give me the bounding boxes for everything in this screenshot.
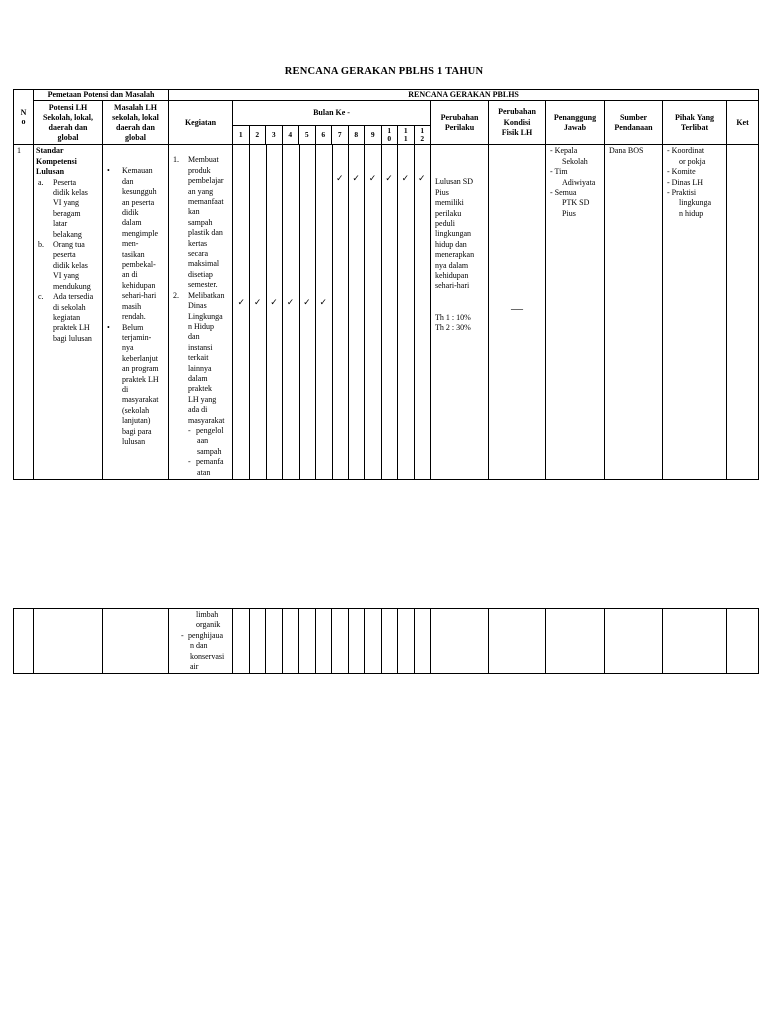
kegiatan-line: Dinas [188,301,207,311]
perilaku-target: Th 1 : 10% [435,312,471,322]
month-divider [397,145,398,479]
perilaku-line: menerapkan [435,250,475,260]
kegiatan-line: maksimal [188,259,220,269]
masalah-line: di [122,384,129,394]
kegiatan-line: kan [188,207,200,217]
masalah-cell [103,145,169,480]
cont-month-cell [299,609,316,674]
header-masalah: Masalah LH sekolah, lokal daerah dan global [103,101,169,145]
masalah-line: men- [122,239,139,249]
kegiatan-line: Lingkunga [188,311,223,321]
list-marker: 1. [173,155,180,165]
masalah-list-item [105,323,166,448]
pihak-cell [663,145,727,480]
kegiatan-line: sampah [188,217,213,227]
check-mark: ✓ [303,297,311,308]
kegiatan-sub-line: atan [197,467,211,477]
header-fisik: Perubahan Kondisi Fisik LH [489,101,546,145]
masalah-line: dalam [122,218,142,228]
masalah-line: kesungguh [122,187,157,197]
masalah-line: an program [122,364,159,374]
kegiatan-line: praktek [188,384,213,394]
dash-marker: - [181,630,184,640]
pihak-line: - Praktisi [667,188,697,198]
header-pemetaan: Pemetaan Potensi dan Masalah [34,90,169,101]
cont-month-cell [315,609,332,674]
fisik-cell [489,145,546,480]
potensi-line: kegiatan [53,312,81,322]
penanggung-line: - Semua [550,188,577,198]
potensi-title-line: Lulusan [36,167,65,177]
cont-kegiatan-sub-line: air [190,662,199,672]
kegiatan-line: disetiap [188,269,213,279]
masalah-line: masyarakat [122,395,159,405]
masalah-line: dan [122,176,134,186]
pihak-item [667,188,724,219]
header-penanggung: Penanggung Jawab [546,101,605,145]
bullet-marker: • [107,166,110,176]
penanggung-line: Adiwiyata [562,177,596,187]
kegiatan-line: terkait [188,353,209,363]
cont-masalah-cell [103,609,169,674]
potensi-line: praktek LH [53,323,90,333]
masalah-list-item [105,166,166,322]
potensi-line: Ada tersedia [53,292,94,302]
pihak-item [667,178,724,188]
potensi-line: Peserta [53,177,77,187]
list-marker: c. [38,292,44,302]
header-kegiatan: Kegiatan [169,101,233,145]
header-potensi: Potensi LH Sekolah, lokal, daerah dan global [34,101,103,145]
cont-month-cell [282,609,299,674]
kegiatan-line: dan [188,332,200,342]
masalah-line: pembekal- [122,260,156,270]
perilaku-cell [431,145,489,480]
perilaku-line: peduli [435,219,456,229]
row-number: 1 [14,145,34,480]
potensi-line: mendukung [53,281,91,291]
cont-kegiatan-sub-line: n dan [190,641,208,651]
masalah-line: tasikan [122,249,145,259]
month-header: 6 [315,126,332,145]
masalah-line: masih [122,301,142,311]
pihak-line: n hidup [679,208,704,218]
header-sumber: Sumber Pendanaan [605,101,663,145]
dash-marker: - [188,457,191,467]
perilaku-line: memiliki [435,198,464,208]
penanggung-item [550,146,602,167]
month-header: 1 1 [398,126,415,145]
header-no: N o [14,90,34,145]
month-divider [249,145,250,479]
penanggung-line: - Kepala [550,146,578,156]
masalah-line: terjamin- [122,332,152,342]
masalah-line: rendah. [122,312,146,322]
check-mark: ✓ [286,297,295,308]
check-mark: ✓ [270,297,278,308]
penanggung-line: Pius [562,208,576,218]
header-pihak: Pihak Yang Terlibat [663,101,727,145]
kegiatan-line: pembelajar [188,176,224,186]
pihak-line: - Koordinat [667,146,705,156]
kegiatan-line: kertas [188,238,208,248]
sumber-cell: Dana BOS [605,145,663,480]
dash-marker: - [188,425,191,435]
penanggung-item [550,188,602,219]
potensi-title-line: Standar [36,146,64,156]
month-header: 2 [249,126,266,145]
cont-month-cell [398,609,415,674]
potensi-cell [34,145,103,480]
check-mark: ✓ [319,297,328,308]
month-header: 9 [365,126,382,145]
cont-month-cell [381,609,398,674]
perilaku-line: nya dalam [435,260,469,270]
potensi-list-item [36,178,100,240]
month-header: 1 [233,126,250,145]
month-header: 5 [299,126,316,145]
kegiatan-line: Melibatkan [188,290,225,300]
month-divider [364,145,365,479]
cont-no-cell [14,609,34,674]
check-mark: ✓ [237,297,245,308]
kegiatan-line: instansi [188,342,213,352]
kegiatan-sub-line: aan [197,436,209,446]
plan-table [13,89,759,480]
cont-pihak-cell [663,609,727,674]
plan-table-continuation [13,608,759,674]
masalah-line: Kemauan [122,166,153,176]
cont-kegiatan-cell [169,609,233,674]
bullet-marker: • [107,322,110,332]
kegiatan-line: secara [188,249,208,259]
month-divider [348,145,349,479]
masalah-line: lulusan [122,436,146,446]
penanggung-line: PTK SD [562,198,590,208]
pihak-line: - Komite [667,167,696,177]
kegiatan-line: produk [188,165,211,175]
kegiatan-line: memanfaat [188,197,224,207]
penanggung-cell [546,145,605,480]
kegiatan-sub-line: sampah [197,446,222,456]
potensi-list-item [36,240,100,292]
masalah-line: an di [122,270,138,280]
cont-month-cell [233,609,250,674]
cont-kegiatan-line: organik [196,620,221,630]
potensi-line: didik kelas [53,260,88,270]
kegiatan-line: Membuat [188,155,219,165]
potensi-line: latar [53,219,68,229]
kegiatan-cell [169,145,233,480]
pihak-item [667,167,724,177]
potensi-line: VI yang [53,198,79,208]
cont-kegiatan-line: limbah [196,610,219,619]
perilaku-line: kehidupan [435,271,469,281]
month-header: 1 0 [381,126,398,145]
perilaku-line: perilaku [435,208,462,218]
month-header: 4 [282,126,299,145]
month-header: 8 [348,126,365,145]
kegiatan-line: lainnya [188,363,212,373]
kegiatan-line: ada di [188,405,208,415]
perilaku-line: hidup dan [435,239,467,249]
potensi-title-line: Kompetensi [36,156,77,166]
kegiatan-line: an yang [188,186,214,196]
penanggung-line: - Tim [550,167,568,177]
cont-month-cell [348,609,365,674]
masalah-line: mengimple [122,228,158,238]
masalah-line: an peserta [122,197,155,207]
month-divider [332,145,333,479]
month-divider [315,145,316,479]
cont-month-cell [249,609,266,674]
masalah-line: keberlanjut [122,353,158,363]
fisik-dash: — [511,301,524,316]
month-divider [282,145,283,479]
potensi-line: Orang tua [53,240,85,250]
potensi-line: belakang [53,229,82,239]
potensi-list-item [36,292,100,344]
masalah-line: didik [122,208,139,218]
kegiatan-line: dalam [188,373,208,383]
perilaku-line: lingkungan [435,229,472,239]
ket-cell [727,145,759,480]
month-header: 3 [266,126,283,145]
perilaku-target: Th 2 : 30% [435,323,471,333]
kegiatan-sub-item [171,426,230,457]
check-mark: ✓ [253,297,262,308]
document-title: RENCANA GERAKAN PBLHS 1 TAHUN [284,66,484,77]
penanggung-item [550,167,602,188]
kegiatan-line: masyarakat [188,415,225,425]
cont-month-cell [414,609,431,674]
month-divider [381,145,382,479]
month-schedule [233,145,431,480]
perilaku-line: sehari-hari [435,281,470,291]
potensi-line: beragam [53,208,81,218]
month-divider [414,145,415,479]
cont-month-cell [266,609,283,674]
cont-kegiatan-sub-line: penghijaua [188,630,224,640]
cont-month-cell [332,609,349,674]
kegiatan-line: plastik dan [188,228,223,238]
masalah-line: sehari-hari [122,291,157,301]
header-bulan: Bulan Ke - [233,101,431,126]
perilaku-line: Pius [435,187,449,197]
masalah-line: (sekolah [122,405,150,415]
cont-fisik-cell [489,609,546,674]
month-divider [299,145,300,479]
check-mark: ✓ [385,173,393,184]
kegiatan-line: LH yang [188,394,217,404]
header-rencana: RENCANA GERAKAN PBLHS [169,90,759,101]
cont-kegiatan-sub [171,631,230,673]
kegiatan-list-item [171,155,230,290]
perilaku-line: Lulusan SD [435,177,474,187]
potensi-line: didik kelas [53,188,88,198]
header-ket: Ket [727,101,759,145]
list-marker: 2. [173,290,180,300]
month-header: 7 [332,126,349,145]
cont-potensi-cell [34,609,103,674]
month-divider [266,145,267,479]
masalah-line: bagi para [122,426,152,436]
cont-month-cell [365,609,382,674]
pihak-line: lingkunga [679,198,712,208]
kegiatan-sub-item [171,457,230,478]
cont-penanggung-cell [546,609,605,674]
potensi-line: peserta [53,250,76,260]
potensi-line: di sekolah [53,302,86,312]
cont-perilaku-cell [431,609,489,674]
penanggung-line: Sekolah [562,156,588,166]
check-mark: ✓ [418,173,426,184]
check-mark: ✓ [335,173,344,184]
cont-sumber-cell [605,609,663,674]
masalah-line: nya [122,343,134,353]
cont-ket-cell [727,609,759,674]
list-marker: a. [38,177,44,187]
pihak-item [667,146,724,167]
kegiatan-sub-line: pemanfa [196,457,224,467]
month-header: 1 2 [414,126,431,145]
header-perilaku: Perubahan Perilaku [431,101,489,145]
kegiatan-sub-line: pengelol [196,425,224,435]
kegiatan-line: n Hidup [188,321,215,331]
potensi-line: VI yang [53,271,79,281]
masalah-line: praktek LH [122,374,159,384]
check-mark: ✓ [368,173,377,184]
pihak-line: - Dinas LH [667,177,704,187]
potensi-line: bagi lulusan [53,333,92,343]
masalah-line: Belum [122,322,144,332]
kegiatan-list-item [171,291,230,426]
check-mark: ✓ [401,173,410,184]
pihak-line: or pokja [679,156,706,166]
cont-kegiatan-sub-line: konservasi [190,651,225,661]
kegiatan-line: semester. [188,280,218,290]
masalah-line: lanjutan) [122,416,151,426]
check-mark: ✓ [352,173,360,184]
masalah-line: kehidupan [122,280,156,290]
list-marker: b. [38,240,44,250]
